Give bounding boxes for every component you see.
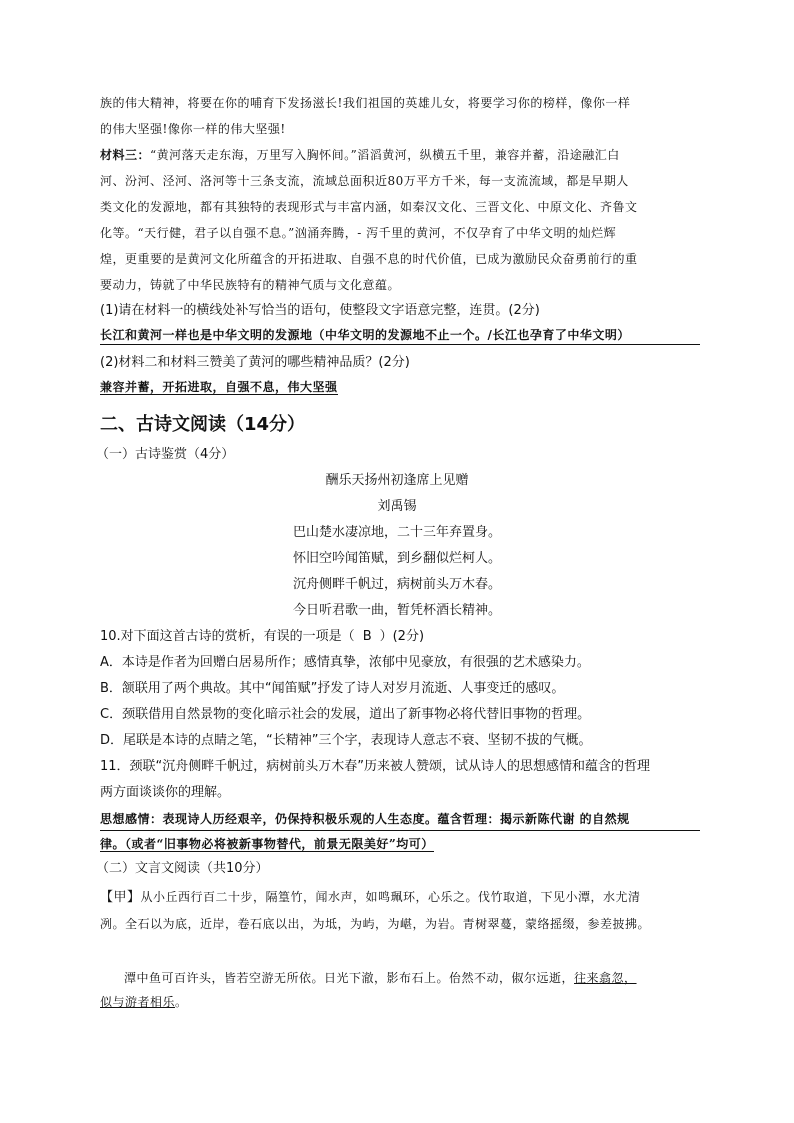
material-two-tail <box>100 90 700 142</box>
option-a: A．本诗是作者为回赠白居易所作；感情真挚，浓郁中见豪放，有很强的艺术感染力。 <box>100 655 590 670</box>
answer-11 <box>100 808 700 857</box>
material-three-label: 材料三： <box>100 148 151 162</box>
underlined-text: 似与游者相乐 <box>100 995 176 1009</box>
text-line: 煌，更重要的是黄河文化所蕴含的开拓进取、自强不息的时代价值，已成为激励民众奋勇前行的重 <box>100 252 638 266</box>
answer-10: B <box>362 629 372 644</box>
poem-line: 今日听君歌一曲，暂凭杯酒长精神。 <box>292 603 501 618</box>
passage-paragraph-2 <box>100 966 700 1014</box>
poem-title: 酬乐天扬州初逢席上见赠 <box>325 473 469 488</box>
answer-1: 长江和黄河一样也是中华文明的发源地（中华文明的发源地不止一个。/长江也孕育了中华文明） <box>100 326 700 345</box>
stem-text: ）(2分) <box>379 629 425 644</box>
subsection-heading: （二）文言文阅读（共10分） <box>96 861 269 876</box>
subsection-heading: （一）古诗鉴赏（4分） <box>96 447 235 462</box>
text-line <box>100 966 700 990</box>
text-line: 河、汾河、泾河、洛河等十三条支流，流域总面积近80万平方千米，每一支流流域，都是早期人 <box>100 174 629 188</box>
question-10-stem <box>100 624 700 650</box>
poem <box>0 468 794 624</box>
answer-2 <box>100 378 375 396</box>
underlined-text: 往来翕忽， <box>574 971 637 985</box>
text-span: “黄河落天走东海，万里写入胸怀间。”滔滔黄河，纵横五千里，兼容并蓄，沿途融汇白 <box>150 148 620 162</box>
text-line: 化等。“天行健，君子以自强不息。”汹涌奔腾，- 泻千里的黄河，不仅孕育了中华文明的灿烂辉 <box>100 226 617 240</box>
text-line <box>100 142 700 168</box>
poem-author: 刘禹锡 <box>377 499 417 514</box>
section-heading: 二、古诗文阅读（14分） <box>100 414 306 435</box>
question-10 <box>100 624 700 754</box>
answer-line: 思想感情：表现诗人历经艰辛，仍保持积极乐观的人生态度。蕴含哲理：揭示新陈代谢 的自然规 <box>100 808 700 831</box>
text-line: 11．颈联“沉舟侧畔千帆过，病树前头万木春”历来被人赞颂，试从诗人的思想感情和蕴含的哲理 <box>100 759 651 774</box>
option-d: D．尾联是本诗的点睛之笔，“长精神”三个字，表现诗人意志不衰、坚韧不拔的气概。 <box>100 733 592 748</box>
stem-text: 10.对下面这首古诗的赏析，有误的一项是（ <box>100 629 355 644</box>
material-three <box>100 142 700 298</box>
text-line: 族的伟大精神，将要在你的哺育下发扬滋长!我们祖国的英雄儿女，将要学习你的榜样，像你一样 <box>100 96 631 110</box>
poem-line: 怀旧空吟闻笛赋，到乡翻似烂柯人。 <box>292 551 501 566</box>
answer-2-text: 兼容并蓄，开拓进取，自强不息，伟大坚强 <box>100 380 338 394</box>
text-line: 要动力，铸就了中华民族特有的精神气质与文化意蕴。 <box>100 278 401 292</box>
text-line <box>100 884 700 911</box>
question-11 <box>100 754 700 806</box>
text-line: 冽。全石以为底，近岸，卷石底以出，为坻，为屿，为嵁，为岩。青树翠蔓，蒙络摇缀，参差披拂。 <box>100 917 651 931</box>
poem-line: 巴山楚水凄凉地，二十三年弃置身。 <box>292 525 501 540</box>
passage-jia <box>100 884 700 937</box>
text-span: 。 <box>175 995 188 1009</box>
option-c: C．颈联借用自然景物的变化暗示社会的发展，道出了新事物必将代替旧事物的哲理。 <box>100 707 591 722</box>
option-b: B．颔联用了两个典故。其中“闻笛赋”抒发了诗人对岁月流逝、人事变迁的感叹。 <box>100 681 565 696</box>
answer-line <box>100 831 700 857</box>
text-span: 从小丘西行百二十步，隔篁竹，闻水声，如鸣珮环，心乐之。伐竹取道，下见小潭，水尤清 <box>140 890 641 904</box>
text-span: 潭中鱼可百许头，皆若空游无所依。日光下澈，影布石上。佁然不动，俶尔远逝， <box>124 971 575 985</box>
jia-label: 【甲】 <box>100 890 141 905</box>
question-1: (1)请在材料一的横线处补写恰当的语句，使整段文字语意完整，连贯。(2分) <box>100 303 540 318</box>
poem-line: 沉舟侧畔千帆过，病树前头万木春。 <box>292 577 501 592</box>
text-line: 类文化的发源地，都有其独特的表现形式与丰富内涵，如秦汉文化、三晋文化、中原文化、齐鲁文 <box>100 200 638 214</box>
text-line <box>100 990 700 1014</box>
text-line: 两方面谈谈你的理解。 <box>100 785 231 800</box>
text-line: 的伟大坚强!像你一样的伟大坚强! <box>100 122 286 136</box>
answer-text: 律。（或者“旧事物必将被新事物替代，前景无限美好”均可） <box>100 837 434 851</box>
question-2: (2)材料二和材料三赞美了黄河的哪些精神品质？(2分) <box>100 355 410 370</box>
